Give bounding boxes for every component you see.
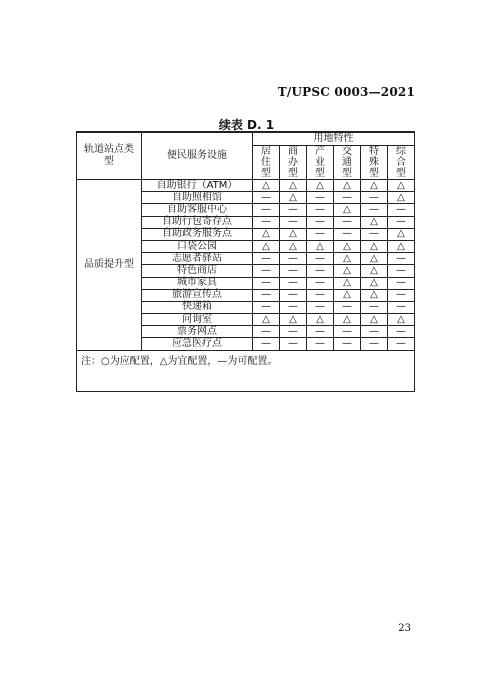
facility-cell: 城市家具	[142, 277, 253, 289]
value-cell: —	[280, 253, 307, 265]
value-cell: △	[253, 314, 280, 326]
value-cell: △	[388, 180, 415, 192]
value-cell: —	[361, 338, 388, 350]
header-land-type: 特殊型	[361, 146, 388, 180]
value-cell: —	[334, 216, 361, 228]
value-cell: —	[388, 204, 415, 216]
value-cell: —	[334, 301, 361, 313]
value-cell: △	[334, 240, 361, 252]
value-cell: —	[388, 338, 415, 350]
value-cell: △	[280, 240, 307, 252]
facility-cell: 自助照相馆	[142, 192, 253, 204]
value-cell: —	[253, 265, 280, 277]
value-cell: —	[307, 326, 334, 338]
value-cell: —	[253, 338, 280, 350]
value-cell: —	[253, 301, 280, 313]
value-cell: —	[280, 216, 307, 228]
header-station-type: 轨道站点类型	[77, 132, 142, 180]
value-cell: —	[388, 289, 415, 301]
facility-cell: 自助客服中心	[142, 204, 253, 216]
value-cell: —	[280, 338, 307, 350]
value-cell: —	[307, 338, 334, 350]
value-cell: △	[334, 253, 361, 265]
value-cell: —	[388, 301, 415, 313]
facility-cell: 特色商店	[142, 265, 253, 277]
header-facility: 便民服务设施	[142, 132, 253, 180]
facility-cell: 志愿者驿站	[142, 253, 253, 265]
value-cell: △	[388, 192, 415, 204]
category-cell: 品质提升型	[77, 180, 142, 351]
facility-cell: 旅游宣传点	[142, 289, 253, 301]
value-cell: —	[307, 192, 334, 204]
header-land-use: 用地特性	[253, 132, 415, 146]
value-cell: △	[361, 265, 388, 277]
value-cell: —	[307, 253, 334, 265]
header-land-type: 居住型	[253, 146, 280, 180]
value-cell: —	[253, 192, 280, 204]
facility-cell: 自助行包寄存点	[142, 216, 253, 228]
value-cell: △	[361, 180, 388, 192]
value-cell: —	[334, 338, 361, 350]
table-row	[77, 180, 415, 192]
value-cell: —	[307, 265, 334, 277]
value-cell: △	[361, 314, 388, 326]
value-cell: —	[361, 204, 388, 216]
value-cell: △	[334, 289, 361, 301]
value-cell: △	[280, 314, 307, 326]
facility-cell: 应急医疗点	[142, 338, 253, 350]
value-cell: —	[253, 216, 280, 228]
value-cell: △	[253, 228, 280, 240]
value-cell: —	[307, 277, 334, 289]
value-cell: —	[334, 192, 361, 204]
value-cell: △	[388, 240, 415, 252]
value-cell: —	[280, 204, 307, 216]
facility-table	[76, 131, 415, 392]
facility-cell: 口袋公园	[142, 240, 253, 252]
value-cell: △	[361, 277, 388, 289]
value-cell: —	[253, 289, 280, 301]
header-land-type: 综合型	[388, 146, 415, 180]
facility-cell: 快递箱	[142, 301, 253, 313]
value-cell: △	[334, 314, 361, 326]
value-cell: —	[361, 192, 388, 204]
value-cell: —	[280, 301, 307, 313]
value-cell: △	[307, 314, 334, 326]
facility-cell: 自助政务服务点	[142, 228, 253, 240]
table-caption: 续表 D. 1	[218, 118, 275, 132]
value-cell: —	[307, 289, 334, 301]
header-land-type: 产业型	[307, 146, 334, 180]
facility-cell: 问询室	[142, 314, 253, 326]
value-cell: △	[388, 228, 415, 240]
value-cell: —	[388, 277, 415, 289]
value-cell: —	[253, 253, 280, 265]
value-cell: —	[334, 228, 361, 240]
value-cell: △	[253, 240, 280, 252]
value-cell: △	[253, 180, 280, 192]
value-cell: △	[334, 265, 361, 277]
value-cell: △	[388, 314, 415, 326]
value-cell: —	[388, 326, 415, 338]
value-cell: △	[307, 240, 334, 252]
header-land-type: 商办型	[280, 146, 307, 180]
value-cell: △	[280, 192, 307, 204]
value-cell: △	[361, 216, 388, 228]
value-cell: —	[388, 253, 415, 265]
facility-cell: 票务网点	[142, 326, 253, 338]
value-cell: —	[253, 277, 280, 289]
value-cell: △	[334, 277, 361, 289]
value-cell: △	[280, 180, 307, 192]
standard-number: T/UPSC 0003—2021	[277, 85, 415, 99]
facility-cell: 自助银行（ATM）	[142, 180, 253, 192]
value-cell: △	[334, 180, 361, 192]
value-cell: —	[307, 228, 334, 240]
value-cell: △	[334, 204, 361, 216]
table-note: 注：○为应配置，△为宜配置，—为可配置。	[77, 350, 415, 391]
value-cell: —	[361, 228, 388, 240]
value-cell: —	[334, 326, 361, 338]
value-cell: —	[361, 326, 388, 338]
value-cell: —	[307, 216, 334, 228]
value-cell: △	[361, 253, 388, 265]
value-cell: △	[361, 240, 388, 252]
value-cell: —	[388, 265, 415, 277]
value-cell: —	[307, 301, 334, 313]
value-cell: —	[280, 289, 307, 301]
value-cell: —	[307, 204, 334, 216]
value-cell: —	[253, 326, 280, 338]
value-cell: —	[280, 326, 307, 338]
value-cell: —	[388, 216, 415, 228]
value-cell: —	[280, 265, 307, 277]
header-land-type: 交通型	[334, 146, 361, 180]
value-cell: —	[361, 301, 388, 313]
value-cell: △	[280, 228, 307, 240]
value-cell: △	[307, 180, 334, 192]
value-cell: —	[280, 277, 307, 289]
page-number: 23	[398, 623, 411, 634]
value-cell: —	[253, 204, 280, 216]
value-cell: △	[361, 289, 388, 301]
